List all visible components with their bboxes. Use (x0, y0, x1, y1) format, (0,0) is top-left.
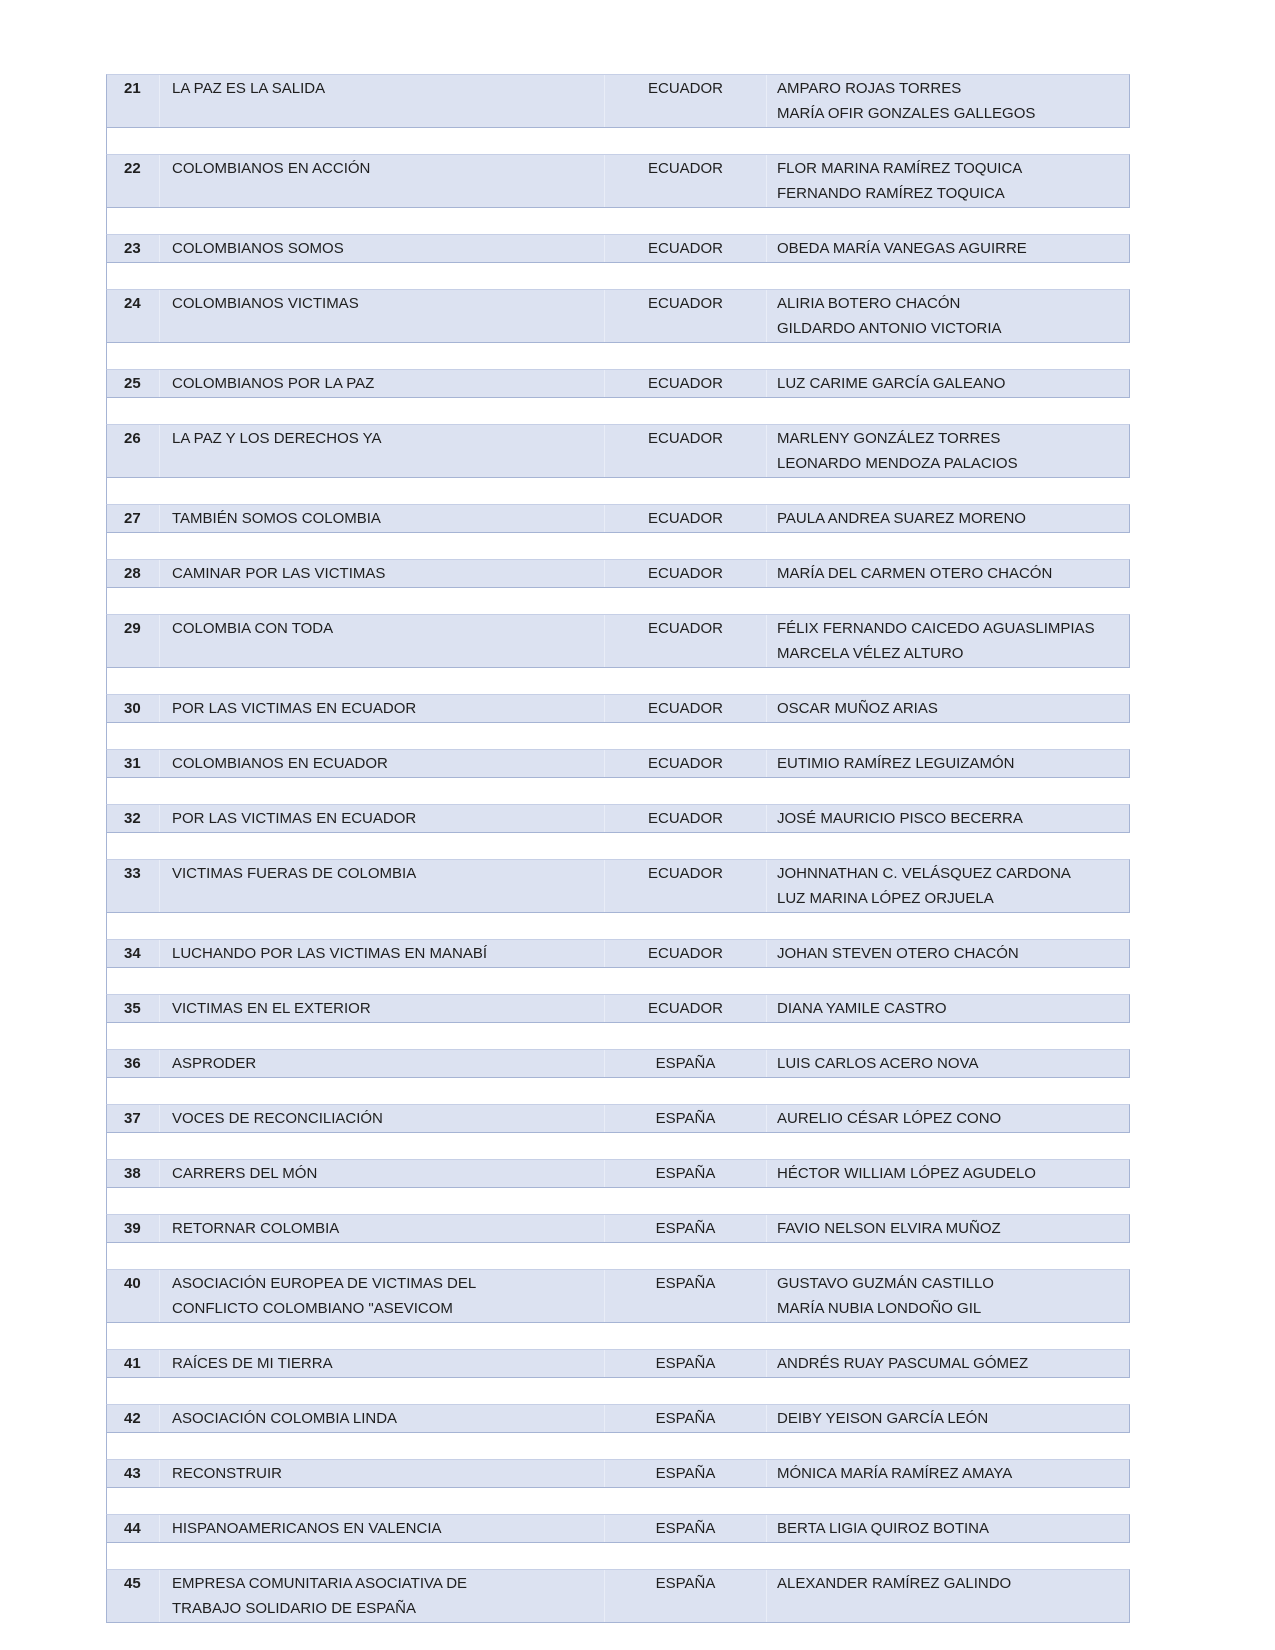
text-line: ECUADOR (647, 375, 723, 392)
table-row (106, 939, 1130, 968)
table-row (106, 154, 1130, 208)
row-spacer (106, 1543, 1130, 1569)
row-number (107, 425, 159, 477)
row-country (604, 290, 766, 342)
row-representatives (766, 995, 1129, 1022)
row-number (107, 1460, 159, 1487)
text-line: FÉLIX FERNANDO CAICEDO AGUASLIMPIAS (777, 620, 1095, 637)
row-number (107, 235, 159, 262)
row-representatives (766, 1570, 1129, 1622)
text-line: COLOMBIANOS EN ACCIÓN (172, 160, 371, 177)
text-line: COLOMBIA CON TODA (172, 620, 334, 637)
text-line: ECUADOR (647, 160, 723, 177)
row-organization (159, 370, 604, 397)
row-representatives (766, 1160, 1129, 1187)
text-line: POR LAS VICTIMAS EN ECUADOR (172, 700, 417, 717)
text-line: 43 (124, 1465, 141, 1482)
text-line: ESPAÑA (655, 1465, 716, 1482)
row-country (604, 1050, 766, 1077)
text-line: ALIRIA BOTERO CHACÓN (777, 295, 961, 312)
table-row (106, 424, 1130, 478)
row-organization (159, 860, 604, 912)
row-number (107, 615, 159, 667)
row-number (107, 1105, 159, 1132)
row-country (604, 1405, 766, 1432)
row-number (107, 1160, 159, 1187)
text-line: ECUADOR (647, 700, 723, 717)
row-number (107, 940, 159, 967)
text-line: LEONARDO MENDOZA PALACIOS (777, 455, 1018, 472)
row-number (107, 1515, 159, 1542)
row-representatives (766, 1405, 1129, 1432)
row-country (604, 1160, 766, 1187)
row-organization (159, 1515, 604, 1542)
text-line: AURELIO CÉSAR LÓPEZ CONO (777, 1110, 1002, 1127)
text-line: 26 (124, 430, 141, 447)
row-spacer (106, 398, 1130, 424)
text-line: ECUADOR (647, 945, 723, 962)
row-country (604, 370, 766, 397)
text-line: ECUADOR (647, 865, 723, 882)
text-line: ESPAÑA (655, 1165, 716, 1182)
text-line: TAMBIÉN SOMOS COLOMBIA (172, 510, 381, 527)
row-spacer (106, 1188, 1130, 1214)
text-line: ASOCIACIÓN EUROPEA DE VICTIMAS DEL (172, 1275, 477, 1292)
text-line: MARCELA VÉLEZ ALTURO (777, 645, 964, 662)
text-line: MÓNICA MARÍA RAMÍREZ AMAYA (777, 1465, 1013, 1482)
table-row (106, 859, 1130, 913)
row-spacer (106, 1323, 1130, 1349)
row-country (604, 1515, 766, 1542)
text-line: COLOMBIANOS VICTIMAS (172, 295, 359, 312)
row-number (107, 290, 159, 342)
table-row (106, 1514, 1130, 1543)
table-row (106, 1459, 1130, 1488)
row-representatives (766, 695, 1129, 722)
text-line: 21 (124, 80, 141, 97)
text-line: LA PAZ Y LOS DERECHOS YA (172, 430, 382, 447)
text-line: LUZ MARINA LÓPEZ ORJUELA (777, 890, 994, 907)
row-organization (159, 1350, 604, 1377)
row-representatives (766, 1460, 1129, 1487)
row-country (604, 695, 766, 722)
row-representatives (766, 560, 1129, 587)
text-line: ECUADOR (647, 810, 723, 827)
text-line: 37 (124, 1110, 141, 1127)
text-line: 27 (124, 510, 141, 527)
table-row (106, 1214, 1130, 1243)
text-line: 45 (124, 1575, 141, 1592)
table-row (106, 74, 1130, 128)
text-line: EMPRESA COMUNITARIA ASOCIATIVA DE (172, 1575, 468, 1592)
text-line: 41 (124, 1355, 141, 1372)
row-spacer (106, 913, 1130, 939)
row-spacer (106, 1133, 1130, 1159)
text-line: 36 (124, 1055, 141, 1072)
row-organization (159, 695, 604, 722)
table-row (106, 289, 1130, 343)
text-line: 22 (124, 160, 141, 177)
table-row (106, 994, 1130, 1023)
text-line: CARRERS DEL MÓN (172, 1165, 318, 1182)
text-line: TRABAJO SOLIDARIO DE ESPAÑA (172, 1600, 416, 1617)
row-representatives (766, 615, 1129, 667)
text-line: BERTA LIGIA QUIROZ BOTINA (777, 1520, 989, 1537)
text-line: 24 (124, 295, 141, 312)
text-line: DIANA YAMILE CASTRO (777, 1000, 947, 1017)
table-row (106, 614, 1130, 668)
row-spacer (106, 1023, 1130, 1049)
row-spacer (106, 128, 1130, 154)
row-organization (159, 155, 604, 207)
text-line: JOSÉ MAURICIO PISCO BECERRA (777, 810, 1023, 827)
text-line: 35 (124, 1000, 141, 1017)
text-line: OSCAR MUÑOZ ARIAS (777, 700, 938, 717)
row-representatives (766, 155, 1129, 207)
row-spacer (106, 1243, 1130, 1269)
row-spacer (106, 343, 1130, 369)
text-line: 42 (124, 1410, 141, 1427)
text-line: PAULA ANDREA SUAREZ MORENO (777, 510, 1026, 527)
table-row (106, 1159, 1130, 1188)
row-number (107, 155, 159, 207)
row-number (107, 505, 159, 532)
row-country (604, 995, 766, 1022)
row-number (107, 1270, 159, 1322)
row-country (604, 1570, 766, 1622)
text-line: EUTIMIO RAMÍREZ LEGUIZAMÓN (777, 755, 1015, 772)
row-number (107, 560, 159, 587)
text-line: ANDRÉS RUAY PASCUMAL GÓMEZ (777, 1355, 1029, 1372)
text-line: FAVIO NELSON ELVIRA MUÑOZ (777, 1220, 1001, 1237)
text-line: ESPAÑA (655, 1110, 716, 1127)
text-line: OBEDA MARÍA VANEGAS AGUIRRE (777, 240, 1027, 257)
row-representatives (766, 425, 1129, 477)
text-line: 31 (124, 755, 141, 772)
text-line: 30 (124, 700, 141, 717)
row-representatives (766, 940, 1129, 967)
text-line: COLOMBIANOS SOMOS (172, 240, 344, 257)
row-number (107, 370, 159, 397)
text-line: COLOMBIANOS EN ECUADOR (172, 755, 388, 772)
row-country (604, 75, 766, 127)
text-line: VICTIMAS EN EL EXTERIOR (172, 1000, 371, 1017)
row-number (107, 1050, 159, 1077)
text-line: VICTIMAS FUERAS DE COLOMBIA (172, 865, 417, 882)
row-number (107, 750, 159, 777)
row-representatives (766, 860, 1129, 912)
text-line: RETORNAR COLOMBIA (172, 1220, 340, 1237)
row-organization (159, 1050, 604, 1077)
text-line: ECUADOR (647, 755, 723, 772)
text-line: VOCES DE RECONCILIACIÓN (172, 1110, 383, 1127)
text-line: ESPAÑA (655, 1520, 716, 1537)
text-line: MARÍA NUBIA LONDOÑO GIL (777, 1300, 982, 1317)
row-country (604, 750, 766, 777)
row-organization (159, 1160, 604, 1187)
text-line: 40 (124, 1275, 141, 1292)
table-row (106, 1269, 1130, 1323)
row-representatives (766, 750, 1129, 777)
row-number (107, 1405, 159, 1432)
row-representatives (766, 75, 1129, 127)
text-line: RAÍCES DE MI TIERRA (172, 1355, 333, 1372)
row-country (604, 155, 766, 207)
row-organization (159, 615, 604, 667)
row-representatives (766, 505, 1129, 532)
text-line: ECUADOR (647, 430, 723, 447)
text-line: HÉCTOR WILLIAM LÓPEZ AGUDELO (777, 1165, 1036, 1182)
text-line: FERNANDO RAMÍREZ TOQUICA (777, 185, 1005, 202)
row-country (604, 940, 766, 967)
row-spacer (106, 723, 1130, 749)
row-spacer (106, 1078, 1130, 1104)
table-row (106, 1404, 1130, 1433)
text-line: COLOMBIANOS POR LA PAZ (172, 375, 375, 392)
row-organization (159, 1405, 604, 1432)
row-organization (159, 1570, 604, 1622)
row-spacer (106, 1488, 1130, 1514)
row-country (604, 425, 766, 477)
row-representatives (766, 1050, 1129, 1077)
row-spacer (106, 478, 1130, 504)
row-country (604, 805, 766, 832)
row-number (107, 805, 159, 832)
row-organization (159, 1105, 604, 1132)
text-line: LUCHANDO POR LAS VICTIMAS EN MANABÍ (172, 945, 488, 962)
row-number (107, 860, 159, 912)
table-row (106, 749, 1130, 778)
row-country (604, 615, 766, 667)
table-row (106, 694, 1130, 723)
table-row (106, 1104, 1130, 1133)
row-representatives (766, 1515, 1129, 1542)
organizations-table (106, 74, 1130, 1623)
table-row (106, 559, 1130, 588)
text-line: ESPAÑA (655, 1275, 716, 1292)
row-spacer (106, 1378, 1130, 1404)
row-representatives (766, 235, 1129, 262)
row-organization (159, 1270, 604, 1322)
text-line: GILDARDO ANTONIO VICTORIA (777, 320, 1002, 337)
row-organization (159, 75, 604, 127)
text-line: ESPAÑA (655, 1055, 716, 1072)
text-line: ECUADOR (647, 240, 723, 257)
text-line: 23 (124, 240, 141, 257)
text-line: LUZ CARIME GARCÍA GALEANO (777, 375, 1006, 392)
text-line: ALEXANDER RAMÍREZ GALINDO (777, 1575, 1012, 1592)
text-line: ASPRODER (172, 1055, 257, 1072)
row-number (107, 1570, 159, 1622)
text-line: 44 (124, 1520, 141, 1537)
text-line: 39 (124, 1220, 141, 1237)
text-line: LA PAZ ES LA SALIDA (172, 80, 326, 97)
text-line: LUIS CARLOS ACERO NOVA (777, 1055, 979, 1072)
row-country (604, 1460, 766, 1487)
row-country (604, 1350, 766, 1377)
row-representatives (766, 805, 1129, 832)
text-line: ESPAÑA (655, 1355, 716, 1372)
row-organization (159, 805, 604, 832)
row-representatives (766, 1350, 1129, 1377)
table-row (106, 1349, 1130, 1378)
text-line: CAMINAR POR LAS VICTIMAS (172, 565, 386, 582)
text-line: RECONSTRUIR (172, 1465, 283, 1482)
row-spacer (106, 778, 1130, 804)
text-line: AMPARO ROJAS TORRES (777, 80, 962, 97)
row-number (107, 995, 159, 1022)
text-line: 28 (124, 565, 141, 582)
row-number (107, 75, 159, 127)
row-representatives (766, 1215, 1129, 1242)
row-country (604, 235, 766, 262)
text-line: CONFLICTO COLOMBIANO "ASEVICOM (172, 1300, 453, 1317)
row-organization (159, 560, 604, 587)
row-number (107, 1215, 159, 1242)
row-country (604, 505, 766, 532)
row-spacer (106, 588, 1130, 614)
text-line: JOHNNATHAN C. VELÁSQUEZ CARDONA (777, 865, 1071, 882)
row-country (604, 1105, 766, 1132)
text-line: ECUADOR (647, 1000, 723, 1017)
row-organization (159, 995, 604, 1022)
row-organization (159, 750, 604, 777)
text-line: GUSTAVO GUZMÁN CASTILLO (777, 1275, 994, 1292)
row-spacer (106, 833, 1130, 859)
text-line: ECUADOR (647, 80, 723, 97)
row-spacer (106, 533, 1130, 559)
text-line: 32 (124, 810, 141, 827)
text-line: ESPAÑA (655, 1410, 716, 1427)
row-organization (159, 505, 604, 532)
row-spacer (106, 263, 1130, 289)
row-country (604, 860, 766, 912)
text-line: 38 (124, 1165, 141, 1182)
row-organization (159, 425, 604, 477)
row-number (107, 1350, 159, 1377)
text-line: FLOR MARINA RAMÍREZ TOQUICA (777, 160, 1023, 177)
table-row (106, 804, 1130, 833)
text-line: 25 (124, 375, 141, 392)
row-number (107, 695, 159, 722)
table-row (106, 234, 1130, 263)
row-spacer (106, 968, 1130, 994)
text-line: ECUADOR (647, 295, 723, 312)
row-organization (159, 1215, 604, 1242)
text-line: JOHAN STEVEN OTERO CHACÓN (777, 945, 1019, 962)
row-country (604, 1215, 766, 1242)
text-line: MARLENY GONZÁLEZ TORRES (777, 430, 1001, 447)
table-row (106, 1569, 1130, 1623)
row-organization (159, 1460, 604, 1487)
text-line: ECUADOR (647, 620, 723, 637)
text-line: 33 (124, 865, 141, 882)
table-row (106, 369, 1130, 398)
text-line: ECUADOR (647, 510, 723, 527)
text-line: ASOCIACIÓN COLOMBIA LINDA (172, 1410, 398, 1427)
row-representatives (766, 290, 1129, 342)
table-row (106, 504, 1130, 533)
row-spacer (106, 208, 1130, 234)
text-line: HISPANOAMERICANOS EN VALENCIA (172, 1520, 442, 1537)
row-representatives (766, 370, 1129, 397)
row-representatives (766, 1270, 1129, 1322)
text-line: POR LAS VICTIMAS EN ECUADOR (172, 810, 417, 827)
row-representatives (766, 1105, 1129, 1132)
table-row (106, 1049, 1130, 1078)
row-spacer (106, 1433, 1130, 1459)
text-line: MARÍA DEL CARMEN OTERO CHACÓN (777, 565, 1053, 582)
row-spacer (106, 668, 1130, 694)
row-organization (159, 940, 604, 967)
row-organization (159, 290, 604, 342)
text-line: DEIBY YEISON GARCÍA LEÓN (777, 1410, 989, 1427)
text-line: MARÍA OFIR GONZALES GALLEGOS (777, 105, 1036, 122)
row-organization (159, 235, 604, 262)
text-line: 34 (124, 945, 141, 962)
text-line: ESPAÑA (655, 1220, 716, 1237)
text-line: 29 (124, 620, 141, 637)
row-country (604, 1270, 766, 1322)
row-country (604, 560, 766, 587)
text-line: ECUADOR (647, 565, 723, 582)
text-line: ESPAÑA (655, 1575, 716, 1592)
